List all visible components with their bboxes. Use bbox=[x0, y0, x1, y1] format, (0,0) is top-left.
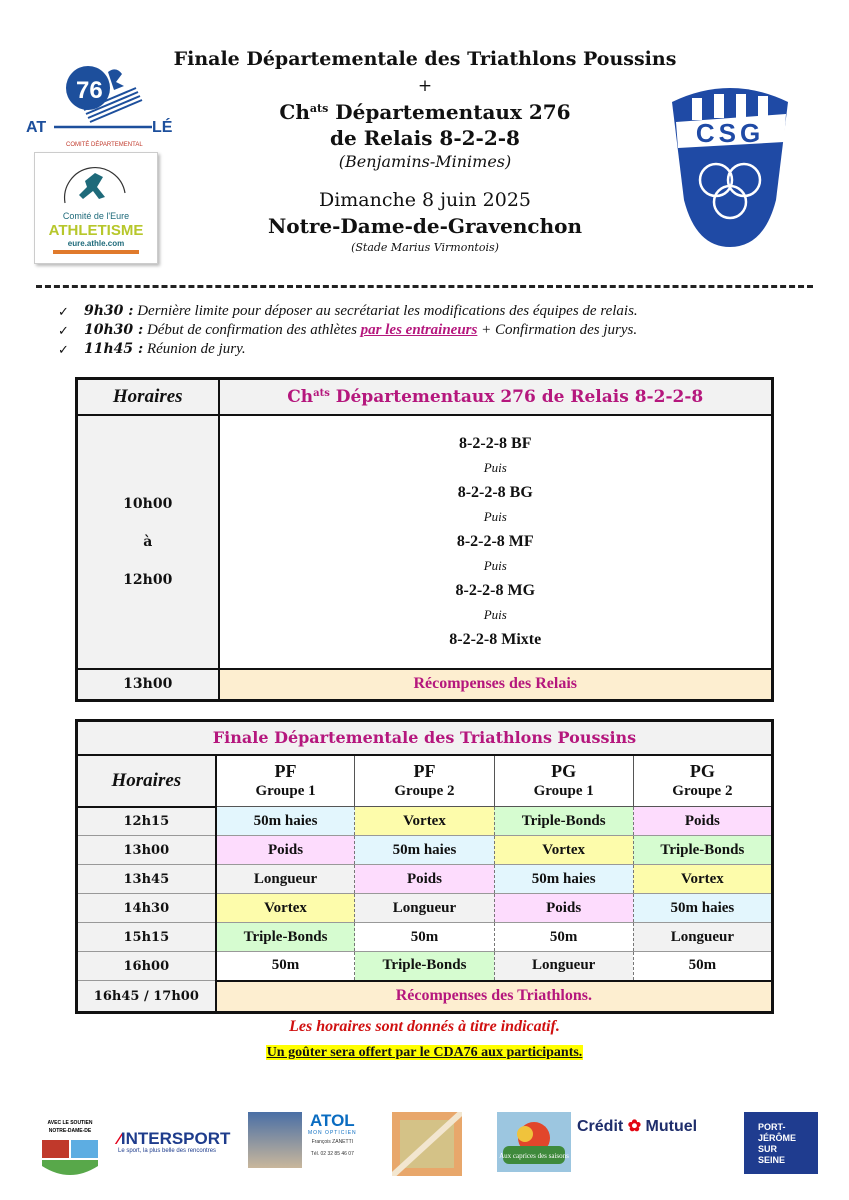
row-time: 13h00 bbox=[77, 836, 216, 865]
intersport-name: INTERSPORT bbox=[120, 1129, 231, 1148]
event-cell: Triple-Bonds bbox=[494, 807, 633, 836]
pjs-line: SEINE bbox=[758, 1155, 786, 1165]
pjs-line: PORT- bbox=[758, 1122, 786, 1132]
event-cell: Vortex bbox=[633, 865, 772, 894]
champ-sup: ats bbox=[309, 102, 329, 115]
eure-athletisme-logo bbox=[34, 152, 158, 264]
group-header bbox=[633, 755, 772, 807]
championship-title bbox=[150, 100, 700, 124]
check-icon: ✓ bbox=[58, 342, 69, 357]
title-sup: ats bbox=[313, 387, 330, 399]
atol-owner: François ZANETTI bbox=[311, 1139, 354, 1145]
event-cell: 50m haies bbox=[494, 865, 633, 894]
snack-text: Un goûter sera offert par le CDA76 aux participants. bbox=[266, 1045, 583, 1060]
note-time: 9h30 : bbox=[84, 303, 134, 319]
then-label: Puis bbox=[483, 509, 507, 524]
group-header bbox=[216, 755, 355, 807]
triathlon-award-label: Récompenses des Triathlons. bbox=[216, 981, 773, 1013]
time-sep: à bbox=[143, 533, 153, 550]
row-time: 14h30 bbox=[77, 894, 216, 923]
categories: (Benjamins-Minimes) bbox=[338, 152, 512, 171]
group-num: Groupe 1 bbox=[533, 782, 594, 799]
triathlon-schedule-table bbox=[75, 719, 774, 1014]
group-num: Groupe 1 bbox=[255, 782, 316, 799]
schedule-disclaimer: Les horaires sont donnés à titre indicatif. bbox=[289, 1018, 560, 1035]
note-text: Début de confirmation des athlètes bbox=[143, 322, 361, 338]
credit-left: Crédit bbox=[577, 1118, 624, 1135]
relay-race: 8-2-2-8 BG bbox=[457, 484, 533, 501]
credit-right: Mutuel bbox=[645, 1118, 698, 1135]
event-cell: Longueur bbox=[633, 923, 772, 952]
table-row bbox=[77, 836, 773, 865]
table-row bbox=[77, 952, 773, 981]
atol-name: ATOL bbox=[309, 1111, 355, 1130]
row-time: 13h45 bbox=[77, 865, 216, 894]
group-num: Groupe 2 bbox=[672, 782, 733, 799]
group-cat: PG bbox=[689, 760, 715, 781]
event-cell: 50m bbox=[355, 923, 494, 952]
sponsor-intersport-logo: ⁄INTERSPORT Le sport, la plus belle des rencontres bbox=[118, 1130, 238, 1160]
event-cell: Longueur bbox=[494, 952, 633, 981]
group-header bbox=[494, 755, 633, 807]
triathlon-table-title: Finale Départementale des Triathlons Poussins bbox=[77, 721, 773, 755]
note-highlight: par les entraineurs bbox=[360, 322, 478, 338]
dashed-separator bbox=[36, 285, 813, 288]
event-cell: 50m bbox=[494, 923, 633, 952]
time-end: 12h00 bbox=[123, 571, 173, 588]
champ-rest: Départementaux 276 bbox=[328, 100, 571, 124]
sponsor-shop-logo bbox=[392, 1112, 462, 1176]
relay-award-label: Récompenses des Relais bbox=[219, 669, 773, 701]
event-cell: Poids bbox=[494, 894, 633, 923]
event-place: Notre-Dame-de-Gravenchon bbox=[268, 214, 582, 238]
note-time: 10h30 : bbox=[84, 322, 144, 338]
athle-right: LÉ bbox=[152, 119, 173, 136]
note-item bbox=[58, 321, 818, 340]
event-cell: Vortex bbox=[355, 807, 494, 836]
check-icon: ✓ bbox=[58, 304, 69, 319]
relay-race: 8-2-2-8 MF bbox=[456, 533, 534, 550]
relay-races-cell bbox=[219, 415, 773, 669]
title-prefix: Ch bbox=[287, 386, 314, 407]
check-icon: ✓ bbox=[58, 323, 69, 338]
pjs-line: JÉRÔME bbox=[758, 1133, 797, 1143]
eure-line2: ATHLETISME bbox=[48, 222, 144, 239]
event-cell: 50m haies bbox=[633, 894, 772, 923]
triathlon-award-time: 16h45 / 17h00 bbox=[77, 981, 216, 1013]
note-item bbox=[58, 302, 818, 321]
horaires-header: Horaires bbox=[77, 755, 216, 807]
athle-sub: COMITÉ DÉPARTEMENTAL bbox=[66, 142, 143, 148]
event-cell: Triple-Bonds bbox=[355, 952, 494, 981]
then-label: Puis bbox=[483, 460, 507, 475]
event-cell: Poids bbox=[355, 865, 494, 894]
horaires-header: Horaires bbox=[77, 379, 219, 415]
row-time: 15h15 bbox=[77, 923, 216, 952]
group-cat: PG bbox=[551, 760, 577, 781]
event-cell: Longueur bbox=[216, 865, 355, 894]
row-time: 12h15 bbox=[77, 807, 216, 836]
svg-text:NOTRE-DAME-DE: NOTRE-DAME-DE bbox=[48, 1128, 92, 1134]
event-cell: 50m haies bbox=[216, 807, 355, 836]
title-rest: Départementaux 276 de Relais 8-2-2-8 bbox=[329, 386, 704, 407]
relay-schedule-table bbox=[75, 377, 774, 702]
event-title: Finale Départementale des Triathlons Poussins bbox=[173, 48, 677, 70]
sponsor-credit-mutuel-logo bbox=[577, 1116, 727, 1140]
table-row bbox=[77, 807, 773, 836]
event-cell: Vortex bbox=[216, 894, 355, 923]
relay-subtitle: de Relais 8-2-2-8 bbox=[330, 126, 520, 150]
event-cell: 50m bbox=[633, 952, 772, 981]
note-time: 11h45 : bbox=[84, 341, 144, 357]
relay-race: 8-2-2-8 MG bbox=[455, 582, 536, 599]
atol-sub: MON OPTICIEN bbox=[308, 1130, 357, 1136]
group-cat: PF bbox=[274, 760, 297, 781]
sponsor-caprices-logo bbox=[497, 1112, 571, 1172]
sponsor-ville-ndg-logo bbox=[40, 1116, 100, 1180]
event-cell: Longueur bbox=[355, 894, 494, 923]
stadium-name: (Stade Marius Virmontois) bbox=[351, 241, 499, 254]
time-start: 10h00 bbox=[123, 495, 173, 512]
plus-sign: + bbox=[417, 76, 433, 96]
event-date: Dimanche 8 juin 2025 bbox=[318, 189, 531, 211]
then-label: Puis bbox=[483, 558, 507, 573]
athle-left: AT bbox=[26, 119, 47, 136]
sponsor-port-jerome-logo bbox=[744, 1112, 818, 1174]
table-row bbox=[77, 894, 773, 923]
snack-notice bbox=[0, 1045, 849, 1061]
relay-race: 8-2-2-8 Mixte bbox=[449, 631, 542, 648]
event-cell: Poids bbox=[633, 807, 772, 836]
note-text: Dernière limite pour déposer au secrétariat les modifications des équipes de relais. bbox=[133, 303, 638, 319]
group-cat: PF bbox=[413, 760, 436, 781]
then-label: Puis bbox=[483, 607, 507, 622]
caprices-name: Aux caprices des saisons bbox=[499, 1152, 569, 1160]
pjs-line: SUR bbox=[758, 1144, 778, 1154]
event-cell: 50m bbox=[216, 952, 355, 981]
relay-award-time: 13h00 bbox=[77, 669, 219, 701]
credit-mutuel-icon: ✿ bbox=[627, 1118, 642, 1135]
event-cell: Triple-Bonds bbox=[633, 836, 772, 865]
athle-number: 76 bbox=[76, 77, 103, 104]
table-row bbox=[77, 923, 773, 952]
relay-table-title bbox=[219, 379, 773, 415]
group-num: Groupe 2 bbox=[394, 782, 455, 799]
champ-prefix: Ch bbox=[279, 100, 310, 124]
sponsor-atol-logo bbox=[248, 1112, 376, 1170]
intersport-tagline: Le sport, la plus belle des rencontres bbox=[118, 1148, 217, 1154]
event-cell: Vortex bbox=[494, 836, 633, 865]
csg-text: CSG bbox=[695, 118, 765, 148]
note-item bbox=[58, 340, 818, 359]
eure-line3: eure.athle.com bbox=[67, 239, 125, 248]
event-cell: Poids bbox=[216, 836, 355, 865]
note-text-after: + Confirmation des jurys. bbox=[477, 322, 638, 338]
table-row bbox=[77, 865, 773, 894]
group-header bbox=[355, 755, 494, 807]
relay-time-cell bbox=[77, 415, 219, 669]
row-time: 16h00 bbox=[77, 952, 216, 981]
note-text: Réunion de jury. bbox=[143, 341, 246, 357]
event-cell: 50m haies bbox=[355, 836, 494, 865]
eure-line1: Comité de l'Eure bbox=[62, 211, 130, 221]
svg-text:AVEC LE SOUTIEN: AVEC LE SOUTIEN bbox=[47, 1120, 93, 1126]
relay-race: 8-2-2-8 BF bbox=[459, 435, 532, 452]
atol-phone: Tél. 02 32 85 46 07 bbox=[310, 1151, 354, 1157]
event-cell: Triple-Bonds bbox=[216, 923, 355, 952]
notes-list bbox=[58, 302, 818, 359]
